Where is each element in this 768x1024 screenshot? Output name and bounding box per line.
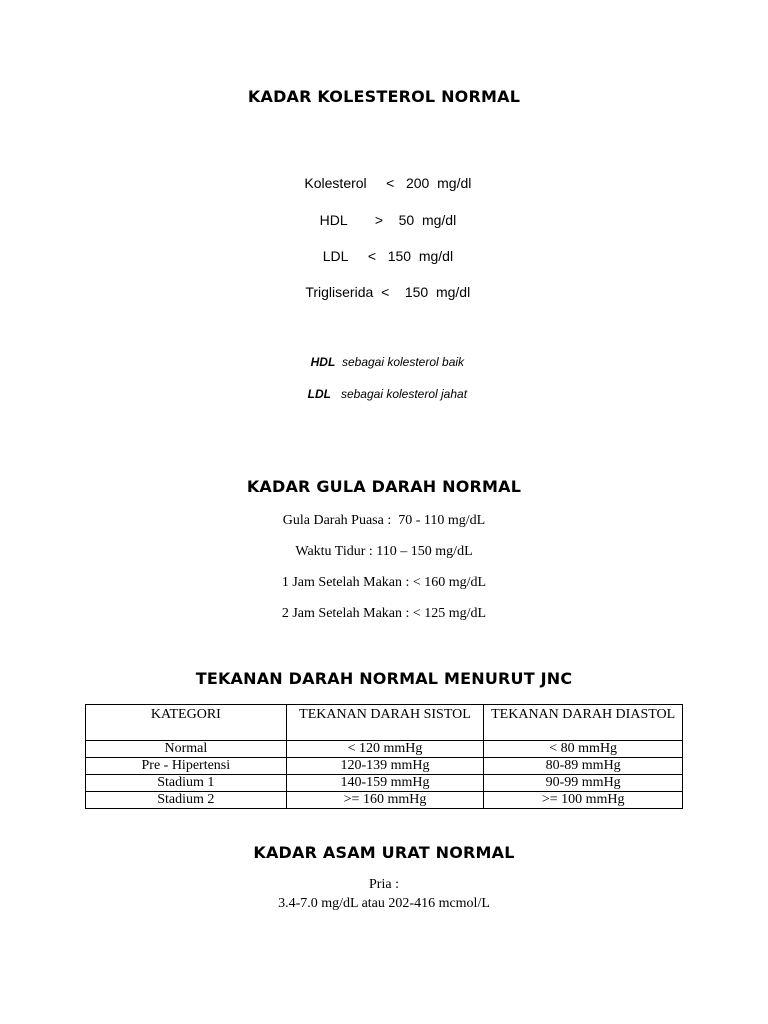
row-name: Trigliserida <box>305 284 374 300</box>
uric-acid-title: KADAR ASAM URAT NORMAL <box>253 843 515 862</box>
cholesterol-row-hdl <box>0 196 768 228</box>
cell-diastolic: < 80 mmHg <box>484 741 683 758</box>
cell-systolic: 140-159 mmHg <box>286 775 484 792</box>
header-systolic: TEKANAN DARAH SISTOL <box>286 705 484 741</box>
table-row <box>86 741 683 758</box>
note-ldl <box>0 373 768 401</box>
cholesterol-row-total <box>0 159 768 191</box>
note-hdl <box>0 341 768 369</box>
blood-pressure-title: TEKANAN DARAH NORMAL MENURUT JNC <box>195 669 573 688</box>
cell-category: Stadium 1 <box>86 775 287 792</box>
row-unit: mg/dl <box>418 248 454 264</box>
row-operator: < <box>386 175 395 191</box>
cell-systolic: 120-139 mmHg <box>286 758 484 775</box>
blood-sugar-line: 2 Jam Setelah Makan : < 125 mg/dL <box>281 606 487 621</box>
row-operator: < <box>367 248 377 264</box>
cell-category: Pre - Hipertensi <box>86 758 287 775</box>
row-value: 200 <box>405 175 430 191</box>
blood-sugar-line: Waktu Tidur : 110 – 150 mg/dL <box>295 544 473 559</box>
row-value: 150 <box>387 248 412 264</box>
header-diastolic: TEKANAN DARAH DIASTOL <box>484 705 683 741</box>
row-name: HDL <box>319 212 348 228</box>
row-operator: > <box>374 212 384 228</box>
row-name: LDL <box>322 248 349 264</box>
blood-sugar-title: KADAR GULA DARAH NORMAL <box>246 477 522 496</box>
row-value: 50 <box>398 212 415 228</box>
blood-sugar-line: Gula Darah Puasa : 70 - 110 mg/dL <box>282 513 486 528</box>
cell-category: Stadium 2 <box>86 792 287 809</box>
row-operator: < <box>381 284 390 300</box>
note-desc: sebagai kolesterol jahat <box>340 387 468 401</box>
cell-diastolic: 90-99 mmHg <box>484 775 683 792</box>
row-name: Kolesterol <box>304 175 367 191</box>
cell-diastolic: >= 100 mmHg <box>484 792 683 809</box>
table-row <box>86 758 683 775</box>
note-term: HDL <box>310 355 336 369</box>
note-term: LDL <box>307 387 331 401</box>
cell-category: Normal <box>86 741 287 758</box>
cholesterol-row-triglyceride <box>0 268 768 300</box>
table-row <box>86 792 683 809</box>
cell-systolic: < 120 mmHg <box>286 741 484 758</box>
blood-sugar-line: 1 Jam Setelah Makan : < 160 mg/dL <box>281 575 487 590</box>
cholesterol-title: KADAR KOLESTEROL NORMAL <box>247 87 521 106</box>
row-unit: mg/dl <box>435 284 471 300</box>
table-header-row <box>86 705 683 741</box>
row-value: 150 <box>404 284 429 300</box>
cell-diastolic: 80-89 mmHg <box>484 758 683 775</box>
note-desc: sebagai kolesterol baik <box>341 355 465 369</box>
table-row <box>86 775 683 792</box>
cholesterol-row-ldl <box>0 232 768 264</box>
uric-acid-line: 3.4-7.0 mg/dL atau 202-416 mcmol/L <box>278 896 490 911</box>
blood-pressure-table <box>85 704 683 809</box>
row-unit: mg/dl <box>421 212 457 228</box>
cell-systolic: >= 160 mmHg <box>286 792 484 809</box>
uric-acid-line: Pria : <box>369 877 399 892</box>
row-unit: mg/dl <box>437 175 472 191</box>
header-category: KATEGORI <box>86 705 287 741</box>
